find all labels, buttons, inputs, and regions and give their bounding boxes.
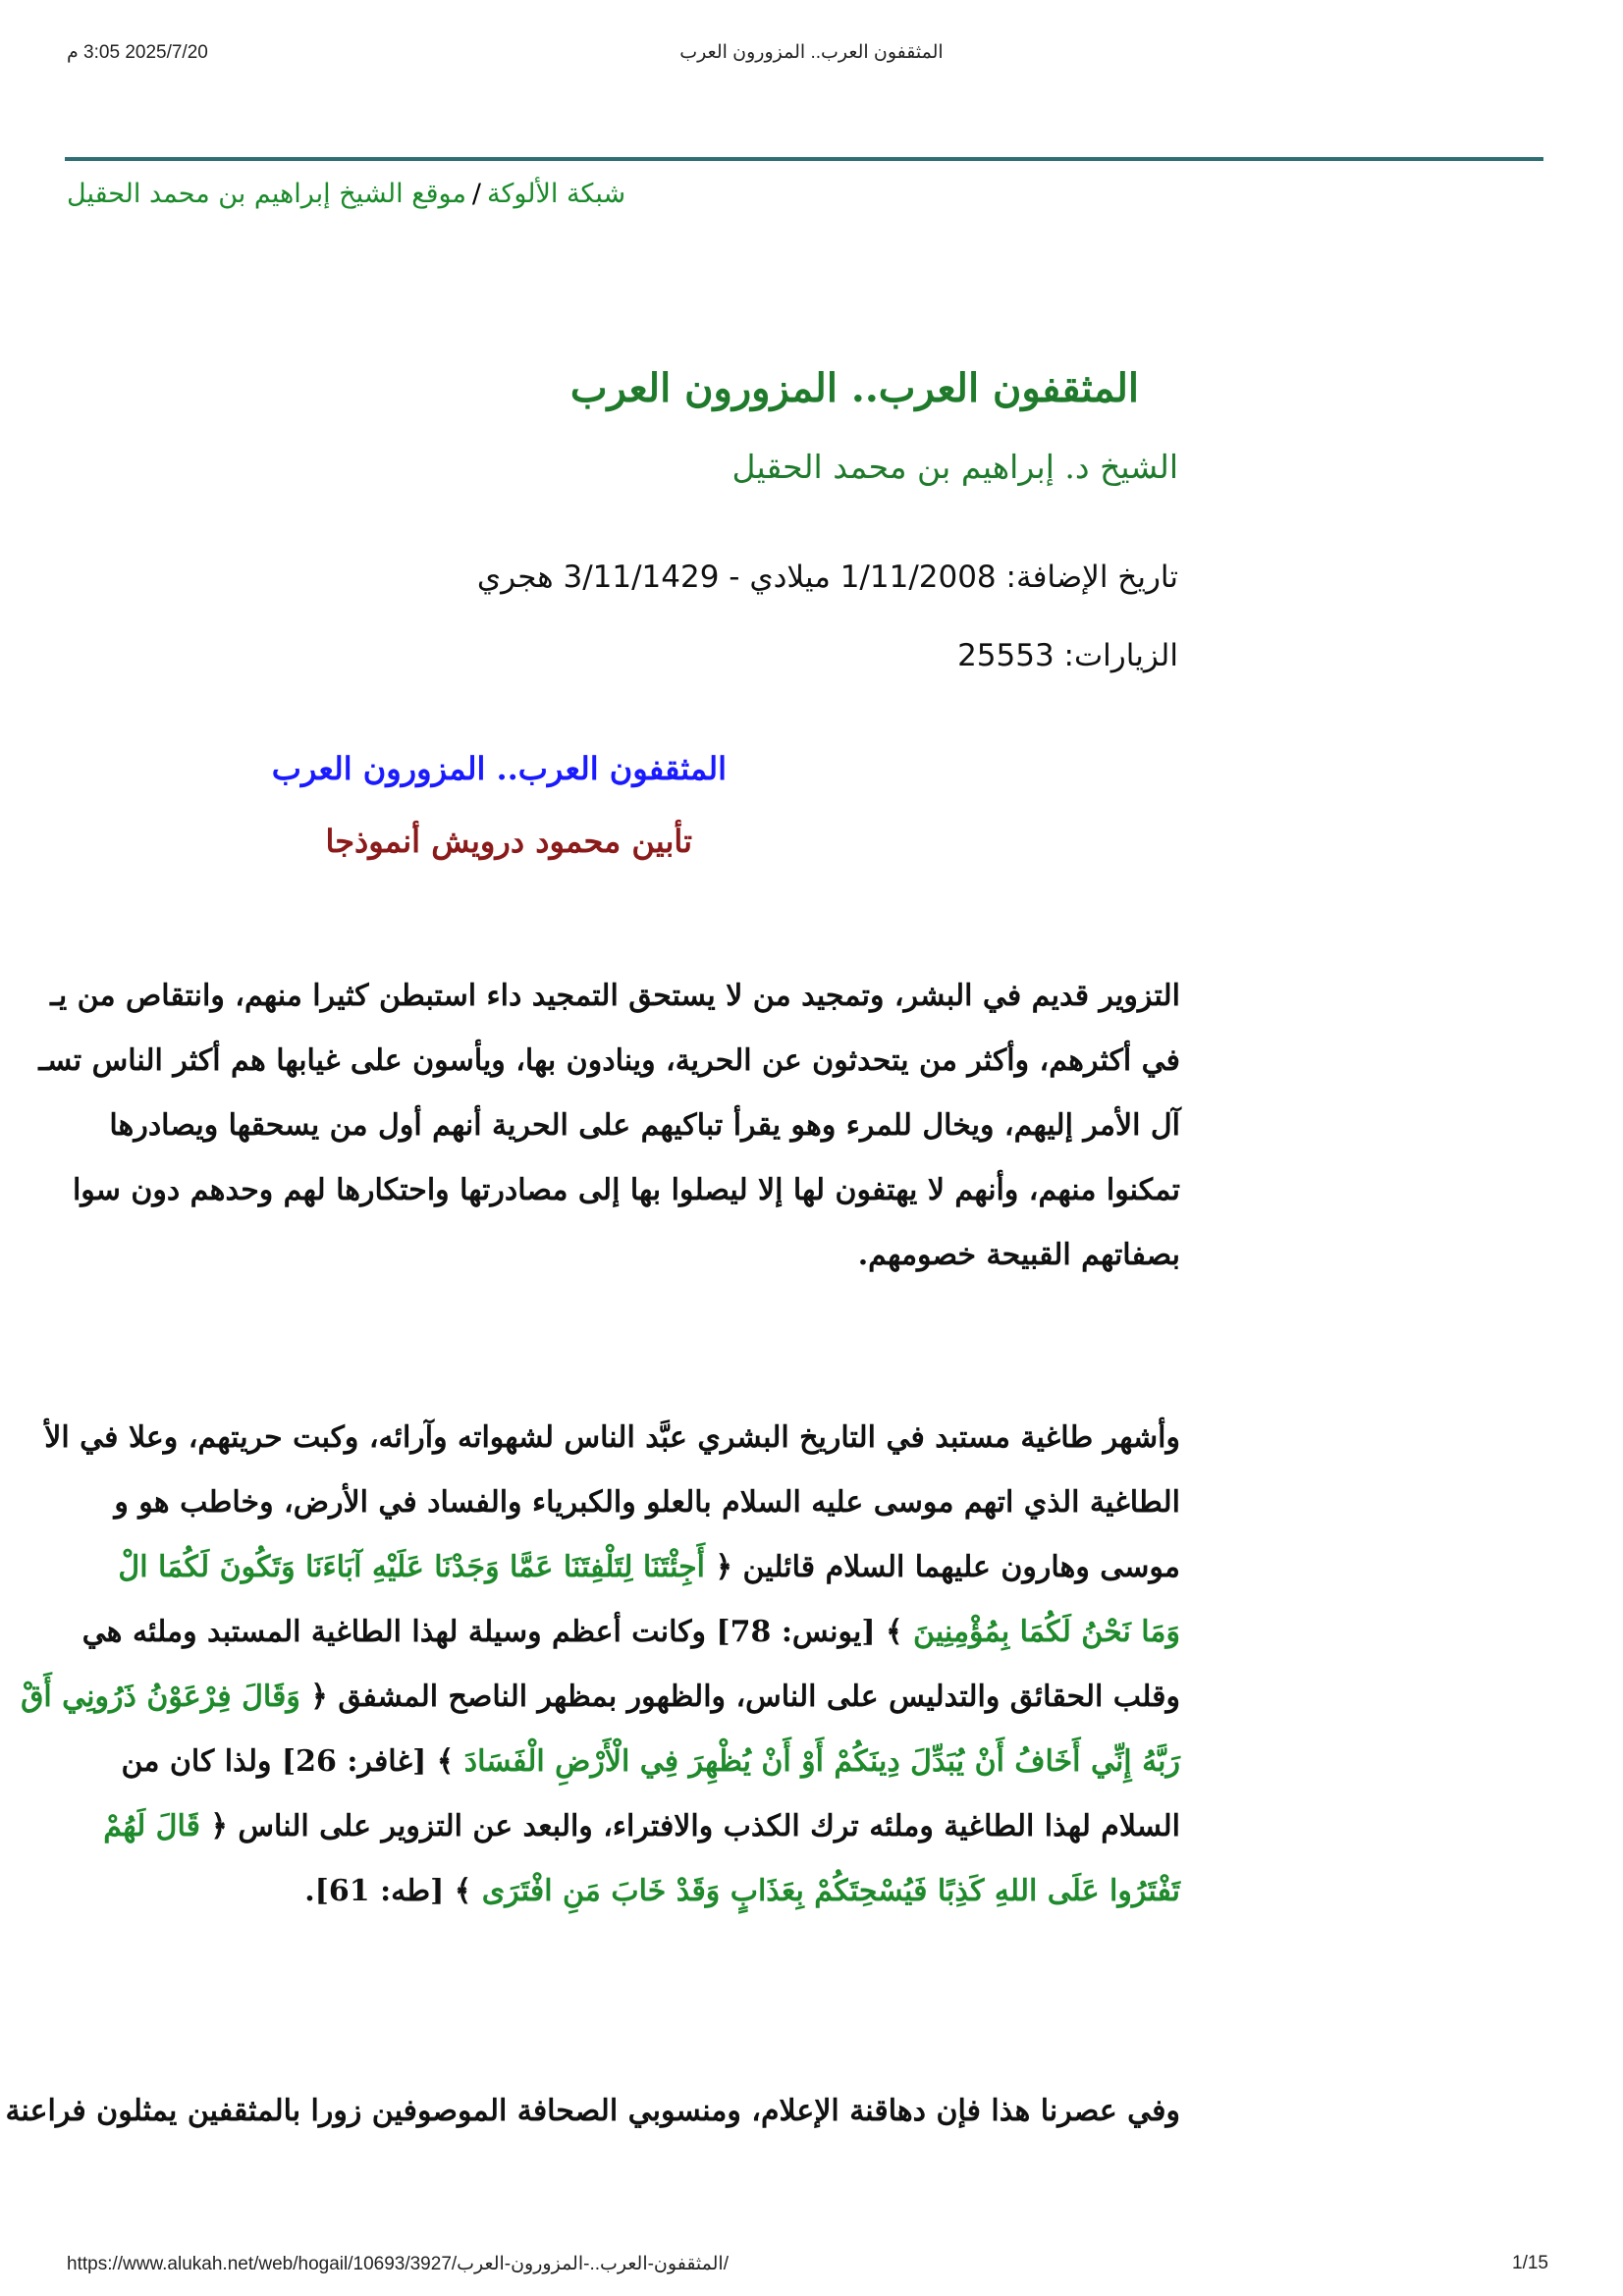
print-datetime: 2025/7/20 3:05 م xyxy=(67,42,208,63)
publish-date: تاريخ الإضافة: 1/11/2008 ميلادي - 3/11/1429 هجري xyxy=(476,560,1178,595)
line-text: وقلب الحقائق والتدليس على الناس، والظهور بمظهر الناصح المشفق ﴿ xyxy=(299,1680,1180,1714)
breadcrumb xyxy=(67,179,636,209)
article-subtitle: المثقفون العرب.. المزورون العرب xyxy=(271,750,727,787)
article-author-link[interactable]: الشيخ د. إبراهيم بن محمد الحقيل xyxy=(731,448,1178,486)
quran-quote: وَمَا نَحْنُ لَكُمَا بِمُؤْمِنِينَ xyxy=(913,1615,1180,1649)
paragraph-line xyxy=(65,1470,1180,1535)
print-page-number: 1/15 xyxy=(1512,2253,1548,2273)
paragraph-line xyxy=(65,1859,1180,1924)
paragraph-line: في أكثرهم، وأكثر من يتحدثون عن الحرية، وينادون بها، ويأسون على غيابها هم أكثر الناس تسـ xyxy=(38,1043,1180,1078)
article-subtitle-secondary: تأبين محمود درويش أنموذجا xyxy=(325,823,692,860)
quran-quote: وَقَالَ فِرْعَوْنُ ذَرُونِي أَقْ xyxy=(21,1680,300,1714)
line-text: الطاغية الذي اتهم موسى عليه السلام بالعلو والكبرياء والفساد في الأرض، وخاطب هو و xyxy=(114,1485,1180,1520)
line-text: وأشهر طاغية مستبد في التاريخ البشري عبَّد الناس لشهواته وآرائه، وكبت حريتهم، وعلا في الأ xyxy=(44,1420,1180,1455)
print-footer-url: https://www.alukah.net/web/hogail/10693/3927/المثقفون-العرب..-المزورون-العرب/ xyxy=(67,2254,729,2274)
paragraph-line xyxy=(44,1406,1180,1470)
line-text: موسى وهارون عليهما السلام قائلين ﴿ xyxy=(705,1550,1180,1584)
quran-quote: رَبَّهُ إِنِّي أَخَافُ أَنْ يُبَدِّلَ دِينَكُمْ أَوْ أَنْ يُظْهِرَ فِي الْأَرْضِ الْفَسَادَ xyxy=(463,1744,1180,1779)
paragraph-line: وفي عصرنا هذا فإن دهاقنة الإعلام، ومنسوبي الصحافة الموصوفين زورا بالمثقفين يمثلون فراعنة xyxy=(5,2094,1180,2128)
print-header-title: المثقفون العرب.. المزورون العرب xyxy=(679,42,944,63)
quran-quote: قَالَ لَهُمْ xyxy=(103,1809,200,1843)
line-text: السلام لهذا الطاغية وملئه ترك الكذب والافتراء، والبعد عن التزوير على الناس ﴿ xyxy=(199,1809,1180,1843)
breadcrumb-section-link[interactable]: موقع الشيخ إبراهيم بن محمد الحقيل xyxy=(67,179,466,209)
paragraph-line: بصفاتهم القبيحة خصومهم. xyxy=(857,1238,1180,1272)
breadcrumb-separator: / xyxy=(471,179,482,209)
header-divider xyxy=(65,157,1543,161)
paragraph-line xyxy=(65,1535,1180,1600)
article-title: المثقفون العرب.. المزورون العرب xyxy=(569,365,1139,411)
paragraph-line xyxy=(65,1600,1180,1665)
paragraph-2 xyxy=(21,1406,1180,1924)
paragraph-line xyxy=(65,1730,1180,1794)
breadcrumb-site-link[interactable]: شبكة الألوكة xyxy=(487,179,626,209)
quran-quote: أَجِئْتَنَا لِتَلْفِتَنَا عَمَّا وَجَدْنَا عَلَيْهِ آبَاءَنَا وَتَكُونَ لَكُمَا الْ xyxy=(118,1550,706,1584)
paragraph-3 xyxy=(5,2079,1180,2144)
paragraph-1 xyxy=(38,964,1180,1288)
line-text: ﴾ [غافر: 26] ولذا كان من xyxy=(121,1744,464,1779)
quran-quote: تَفْتَرُوا عَلَى اللهِ كَذِبًا فَيُسْحِتَكُمْ بِعَذَابٍ وَقَدْ خَابَ مَنِ افْتَرَى xyxy=(481,1874,1180,1908)
paragraph-line xyxy=(21,1665,1180,1730)
visits-count: الزيارات: 25553 xyxy=(957,638,1178,673)
paragraph-line: تمكنوا منهم، وأنهم لا يهتفون لها إلا ليصلوا بها إلى مصادرتها واحتكارها لهم وحدهم دون سوا xyxy=(72,1173,1180,1207)
paragraph-line: التزوير قديم في البشر، وتمجيد من لا يستحق التمجيد داء استبطن كثيرا منهم، وانتقاص من يـ xyxy=(50,979,1180,1013)
line-text: ﴾ [يونس: 78] وكانت أعظم وسيلة لهذا الطاغية المستبد وملئه هي xyxy=(81,1615,914,1649)
line-text: ﴾ [طه: 61]. xyxy=(304,1874,482,1908)
paragraph-line xyxy=(65,1794,1180,1859)
paragraph-line: آل الأمر إليهم، ويخال للمرء وهو يقرأ تباكيهم على الحرية أنهم أول من يسحقها ويصادرها xyxy=(109,1108,1180,1143)
